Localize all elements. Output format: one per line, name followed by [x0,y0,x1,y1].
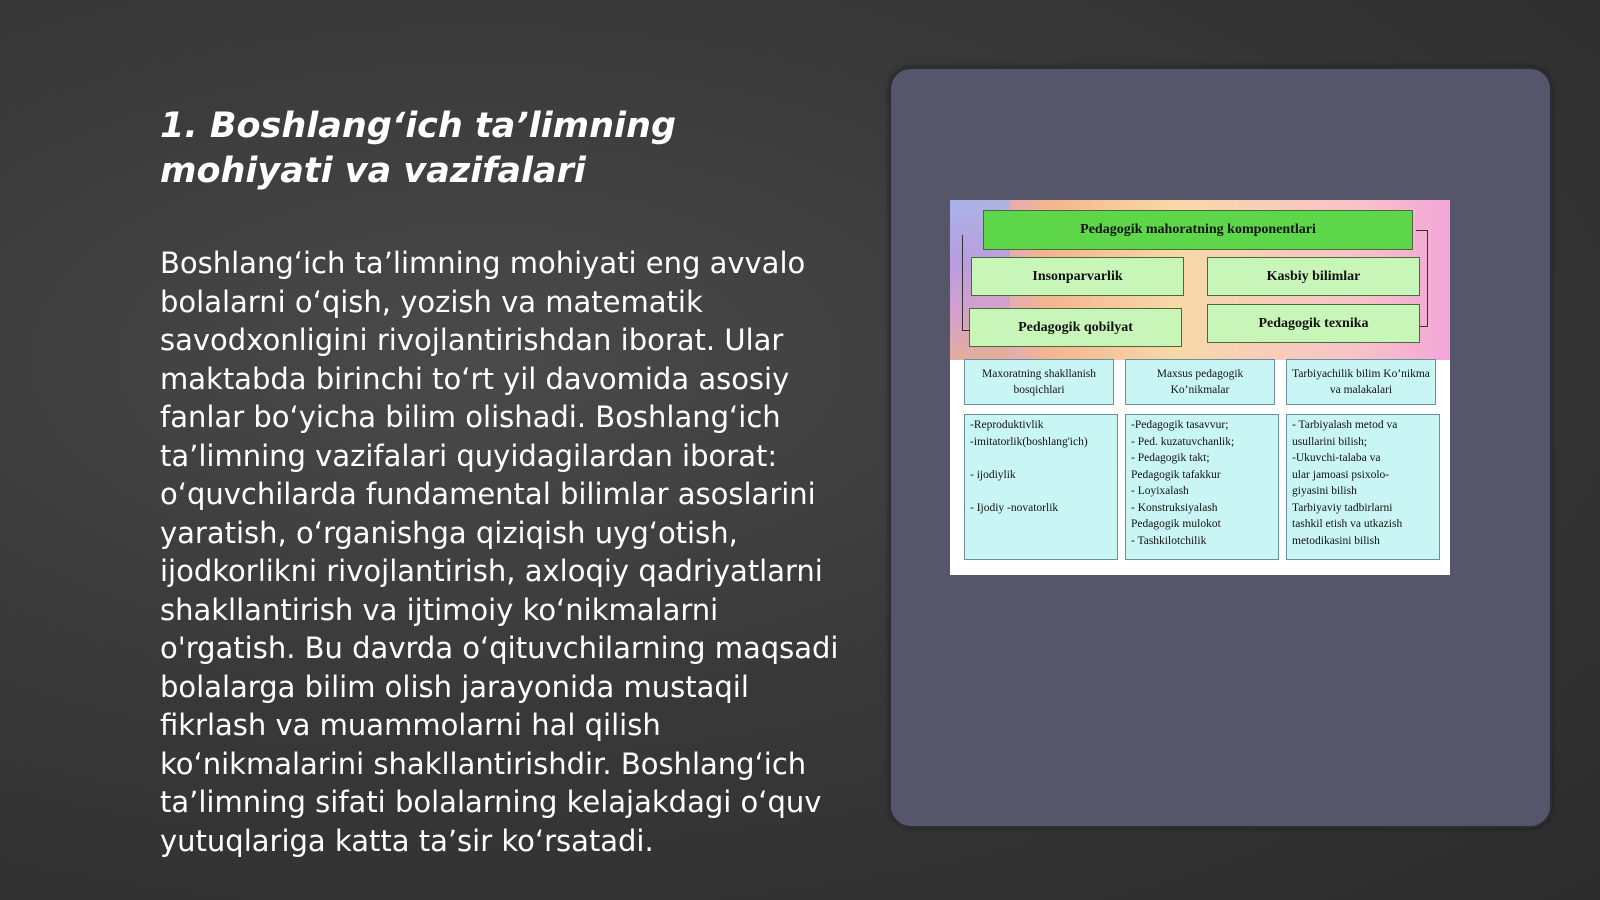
diagram-header-bosqichlari: Maxoratning shakllanish bosqichlari [964,359,1114,405]
diagram-list-skills: -Pedagogik tasavvur; - Ped. kuzatuvchanlik; - Pedagogik takt; Pedagogik tafakkur - Loyixalash - Konstruksiyalash Pedagogik mulokot - Tashkilotchilik [1125,414,1279,560]
diagram-list-stages: -Reproduktivlik -imitatorlik(boshlang'ich) - ijodiylik - Ijodiy -novatorlik [964,414,1118,560]
diagram-box-insonparvarlik: Insonparvarlik [971,257,1184,296]
slide-title: 1. Boshlang‘ich ta’limning mohiyati va vazifalari [160,106,677,191]
diagram-list-educator: - Tarbiyalash metod va usullarini bilish; -Ukuvchi-talaba va ular jamoasi psixolo- giyasini bilish Tarbiyaviy tadbirlarni tashkil etish va utkazish metodikasini bilish [1286,414,1440,560]
diagram-header-malakalari: Tarbiyachilik bilim Ko’nikma va malakalari [1286,359,1436,405]
diagram-box-pedagogik-texnika: Pedagogik texnika [1207,304,1420,343]
diagram-image [950,200,1450,575]
diagram-box-pedagogik-qobilyat: Pedagogik qobilyat [969,308,1182,347]
diagram-connector [962,330,970,331]
diagram-box-kasbiy-bilimlar: Kasbiy bilimlar [1207,257,1420,296]
diagram-connector [1427,230,1428,326]
slide-body-text: Boshlang‘ich ta’limning mohiyati eng avvalo bolalarni o‘qish, yozish va matematik savodxonligini rivojlantirishdan iborat. Ular maktabda birinchi to‘rt yil davomida asosiy fanlar bo‘yicha bilim olishadi. Boshlang‘ich ta’limning vazifalari quyidagilardan iborat: o‘quvchilarda fundamental bilimlar asoslarini yaratish, o‘rganishga qiziqish uyg‘otish, ijodkorlikni rivojlantirish, axloqiy qadriyatlarni shakllantirish va ijtimoiy ko‘nikmalarni o'rgatish. Bu davrda o‘qituvchilarning maqsadi bolalarga bilim olish jarayonida mustaqil fikrlash va muammolarni hal qilish ko‘nikmalarini shakllantirishdir. Boshlang‘ich ta’limning sifati bolalarning kelajakdagi o‘quv yutuqlariga katta ta’sir ko‘rsatadi. [160,246,839,858]
diagram-header-konikmalar: Maxsus pedagogik Ko’nikmalar [1125,359,1275,405]
diagram-connector [1420,326,1428,327]
diagram-top-box: Pedagogik mahoratning komponentlari [983,210,1413,250]
diagram-connector [962,235,963,330]
